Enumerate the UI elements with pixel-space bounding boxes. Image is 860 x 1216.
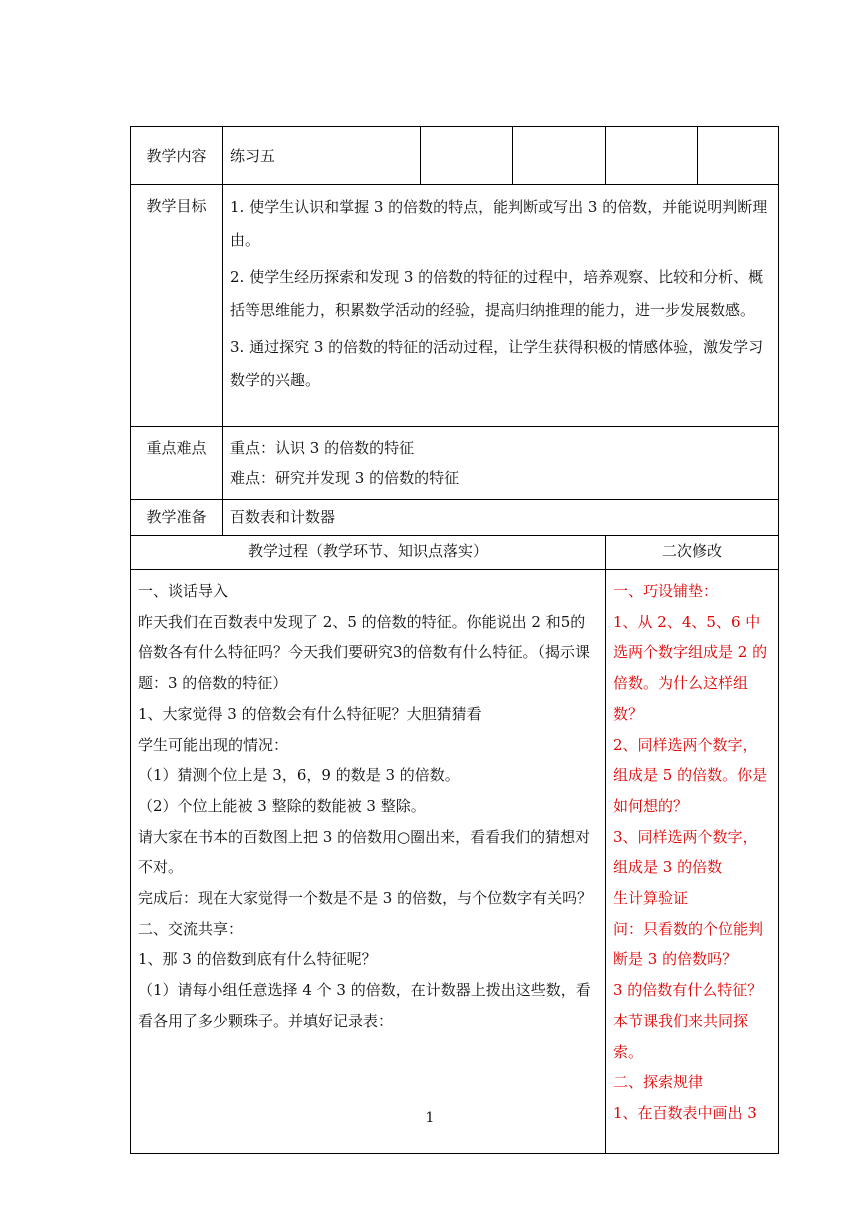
empty-cell — [698, 127, 779, 185]
process-line: 请大家在书本的百数图上把 3 的倍数用○圈出来，看看我们的猜想对不对。 — [138, 827, 591, 877]
row-teaching-content — [131, 127, 779, 185]
lesson-plan-table — [130, 126, 779, 1154]
goal-item: 3. 通过探究 3 的倍数的特征的活动过程，让学生获得积极的情感体验，激发学习数学的兴趣。 — [230, 338, 764, 389]
row-process-header — [131, 536, 779, 570]
revision-line: 3 的倍数有什么特征？本节课我们来共同探索。 — [613, 981, 763, 1061]
process-line: 1、那 3 的倍数到底有什么特征呢？ — [138, 950, 377, 969]
empty-cell — [421, 127, 513, 185]
process-header: 教学过程（教学环节、知识点落实） — [131, 536, 606, 570]
key-point-item: 重点：认识 3 的倍数的特征 — [230, 439, 415, 457]
label-key-points: 重点难点 — [131, 427, 223, 500]
process-line: 一、谈话导入 — [138, 582, 229, 600]
key-point-item: 难点：研究并发现 3 的倍数的特征 — [230, 469, 460, 487]
process-line: （2）个位上能被 3 整除的数能被 3 整除。 — [138, 796, 426, 815]
revision-line: 1、从 2、4、5、6 中选两个数字组成是 2 的倍数。为什么这样组数？ — [613, 612, 768, 723]
process-line: （1）请每小组任意选择 4 个 3 的倍数，在计数器上拨出这些数，看看各用了多少颗珠子。并填好记录表： — [138, 981, 591, 1030]
process-line: 完成后：现在大家觉得一个数是不是 3 的倍数，与个位数字有关吗？ — [138, 889, 593, 908]
preparation-value: 百数表和计数器 — [223, 500, 779, 536]
revision-cell — [606, 570, 779, 1154]
process-line: 学生可能出现的情况： — [138, 735, 289, 754]
row-preparation — [131, 500, 779, 536]
goal-item: 1. 使学生认识和掌握 3 的倍数的特点，能判断或写出 3 的倍数，并能说明判断理由。 — [230, 198, 768, 249]
page-number: 1 — [425, 1110, 435, 1126]
revision-line: 1、在百数表中画出 3 — [613, 1103, 757, 1122]
empty-cell — [606, 127, 698, 185]
empty-cell — [513, 127, 606, 185]
row-key-points — [131, 427, 779, 500]
goal-item: 2. 使学生经历探索和发现 3 的倍数的特征的过程中，培养观察、比较和分析、概括等思维能力，积累数学活动的经验，提高归纳推理的能力，进一步发展数感。 — [230, 268, 764, 319]
revision-header: 二次修改 — [606, 536, 779, 570]
revision-line: 问：只看数的个位能判断是 3 的倍数吗？ — [613, 919, 764, 969]
process-line: 昨天我们在百数表中发现了 2、5 的倍数的特征。你能说出 2 和5的倍数各有什么特征吗？今天我们要研究3的倍数有什么特征。（揭示课题：3 的倍数的特征） — [138, 612, 591, 693]
label-preparation: 教学准备 — [131, 500, 223, 536]
process-cell — [131, 570, 606, 1154]
key-points-cell — [223, 427, 779, 500]
revision-line: 生计算验证 — [613, 889, 689, 908]
value-teaching-content: 练习五 — [223, 127, 421, 185]
revision-line: 一、巧设铺垫： — [613, 582, 719, 600]
revision-line: 2、同样选两个数字，组成是 5 的倍数。你是如何想的？ — [613, 735, 768, 815]
row-teaching-goals — [131, 185, 779, 427]
process-line: （1）猜测个位上是 3，6，9 的数是 3 的倍数。 — [138, 766, 460, 785]
process-line: 1、大家觉得 3 的倍数会有什么特征呢？大胆猜猜看 — [138, 704, 482, 723]
label-teaching-goals: 教学目标 — [131, 185, 223, 427]
process-line: 二、交流共享： — [138, 919, 244, 938]
teaching-goals-cell — [223, 185, 779, 427]
label-teaching-content: 教学内容 — [131, 127, 223, 185]
revision-line: 二、探索规律 — [613, 1073, 704, 1092]
row-process-body — [131, 570, 779, 1154]
revision-line: 3、同样选两个数字，组成是 3 的倍数 — [613, 827, 758, 877]
